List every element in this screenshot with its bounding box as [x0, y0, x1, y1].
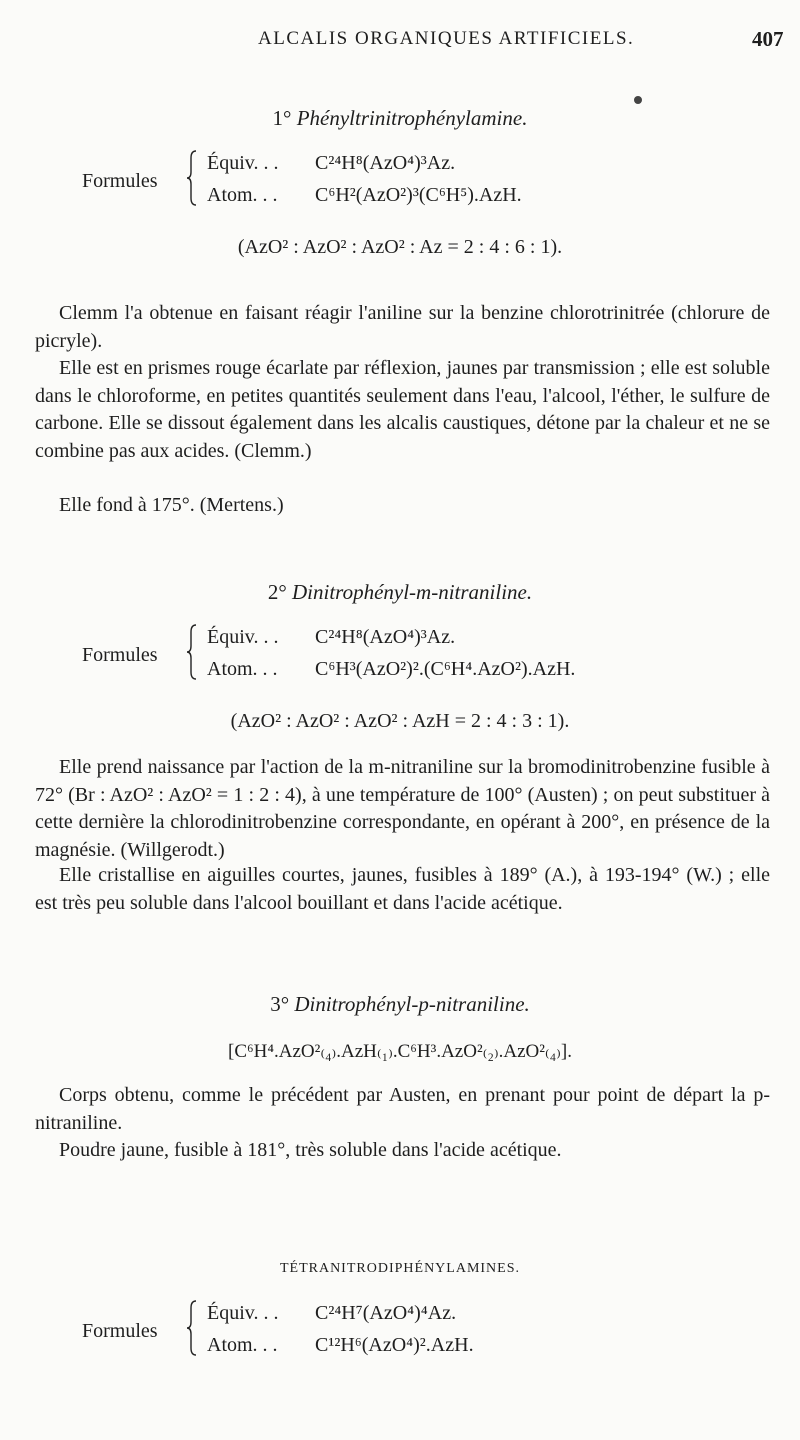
- formulas-label: Formules: [82, 170, 158, 192]
- section-2-title: 2° Dinitrophényl-m-nitraniline.: [267, 580, 533, 604]
- subheading: TÉTRANITRODIPHÉNYLAMINES.: [279, 1261, 521, 1276]
- section-1-paragraph-1: Clemm l'a obtenue en faisant réagir l'aniline sur la benzine chlorotrinitrée (chlorure de picryle).: [35, 302, 770, 352]
- brace-icon: [187, 624, 197, 680]
- formula-row-equiv: Équiv. . . C²⁴H⁷(AzO⁴)⁴Az.: [207, 1302, 457, 1324]
- section-3-paragraph-1: Corps obtenu, comme le précédent par Austen, en prenant pour point de départ la p-nitraniline.: [35, 1084, 770, 1134]
- formula-row-equiv: Équiv. . . C²⁴H⁸(AzO⁴)³Az.: [207, 152, 456, 174]
- ink-spot: [634, 96, 642, 104]
- formula-row-atom: Atom. . . C¹²H⁶(AzO⁴)².AzH.: [207, 1334, 474, 1356]
- section-3-structure: [C⁶H⁴.AzO²₍₄₎.AzH₍₁₎.C⁶H³.AzO²₍₂₎.AzO²₍₄₎].: [228, 1041, 572, 1062]
- section-2-ratio: (AzO² : AzO² : AzO² : AzH = 2 : 4 : 3 : 1).: [230, 710, 570, 732]
- section-1-title: 1° Phényltrinitrophénylamine.: [272, 106, 528, 130]
- formula-row-atom: Atom. . . C⁶H³(AzO²)².(C⁶H⁴.AzO²).AzH.: [207, 658, 576, 680]
- section-3-title: 3° Dinitrophényl-p-nitraniline.: [270, 992, 530, 1016]
- final-formulas: [0, 1298, 800, 1368]
- running-title: ALCALIS ORGANIQUES ARTIFICIELS.: [258, 28, 635, 49]
- page-number: 407: [752, 27, 784, 51]
- formulas-label: Formules: [82, 1320, 158, 1342]
- brace-icon: [187, 150, 197, 206]
- section-1-paragraph-2: Elle est en prismes rouge écarlate par réflexion, jaunes par transmission ; elle est soluble dans le chloroforme, en petites quantités seulement dans l'eau, l'alcool, l'éther, le sulfure de carbone. Elle se dissout également dans les alcalis caustiques, détone par la chaleur et ne se combine pas aux acides. (Clemm.): [35, 357, 770, 462]
- formula-row-equiv: Équiv. . . C²⁴H⁸(AzO⁴)³Az.: [207, 626, 456, 648]
- section-2-formulas: [0, 622, 800, 692]
- section-2-paragraph-1: Elle prend naissance par l'action de la m-nitraniline sur la bromodinitrobenzine fusible à 72° (Br : AzO² : AzO² = 1 : 2 : 4), à une température de 100° (Austen) ; on peut substituer à cette dernière la chlorodinitrobenzine correspondante, en opérant à 200°, en présence de la magnésie. (Willgerodt.): [35, 756, 770, 861]
- section-1-paragraph-3: Elle fond à 175°. (Mertens.): [59, 494, 284, 516]
- formula-row-atom: Atom. . . C⁶H²(AzO²)³(C⁶H⁵).AzH.: [207, 184, 522, 206]
- formulas-label: Formules: [82, 644, 158, 666]
- section-2-paragraph-2: Elle cristallise en aiguilles courtes, jaunes, fusibles à 189° (A.), à 193-194° (W.) ; elle est très peu soluble dans l'alcool bouillant et dans l'acide acétique.: [35, 864, 770, 914]
- section-1-ratio: (AzO² : AzO² : AzO² : Az = 2 : 4 : 6 : 1).: [237, 236, 563, 258]
- section-1-formulas: [0, 148, 800, 218]
- brace-icon: [187, 1300, 197, 1356]
- page-header: [0, 24, 800, 52]
- section-3-paragraph-2: Poudre jaune, fusible à 181°, très soluble dans l'acide acétique.: [59, 1139, 562, 1161]
